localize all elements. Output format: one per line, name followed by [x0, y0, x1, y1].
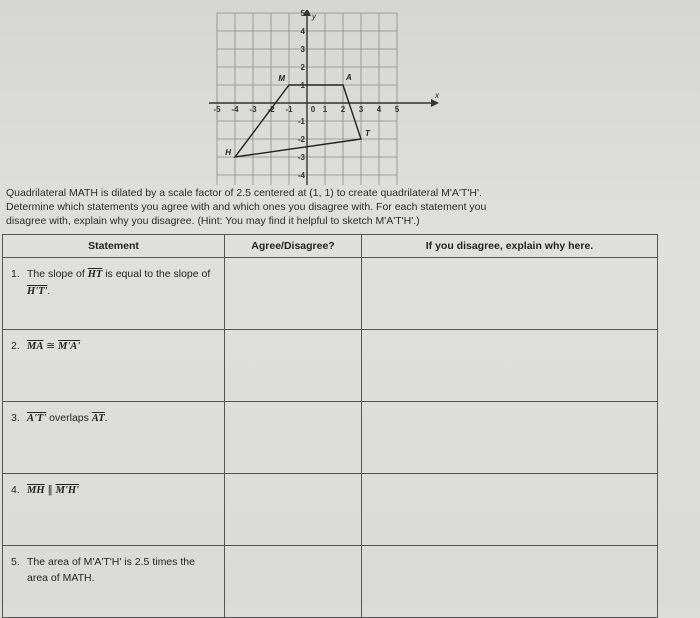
segment-label: M'H' — [55, 485, 79, 496]
explanation-cell[interactable] — [362, 258, 658, 330]
table-row — [3, 402, 658, 474]
x-axis-arrow-icon — [431, 99, 439, 107]
segment-label: A'T' — [27, 413, 47, 424]
graph-svg — [205, 10, 445, 185]
agree-disagree-cell[interactable] — [225, 258, 362, 330]
statement-text — [27, 266, 217, 300]
instructions-line: disagree with, explain why you disagree. (Hint: You may find it helpful to sketch M'A'T'H'.) — [6, 215, 420, 227]
y-tick-label: -1 — [297, 117, 305, 126]
table-row — [3, 474, 658, 546]
table-row — [3, 546, 658, 618]
statement-text — [27, 338, 217, 355]
statement-number: 1. — [11, 268, 20, 280]
statement-number: 2. — [11, 340, 20, 352]
segment-label: M'A' — [57, 341, 81, 352]
statement-text — [27, 410, 217, 427]
header-explanation: If you disagree, explain why here. — [362, 235, 658, 258]
vertex-label-m: M — [278, 74, 285, 83]
agree-disagree-cell[interactable] — [225, 546, 362, 618]
segment-label: $\overline{MH}$ — [27, 485, 45, 496]
table-row — [3, 258, 658, 330]
y-tick-label: 1 — [300, 81, 305, 90]
coordinate-graph — [205, 10, 445, 185]
statement-cell — [3, 258, 225, 330]
y-tick-labels — [298, 10, 306, 185]
explanation-cell[interactable] — [362, 402, 658, 474]
y-tick-label — [298, 184, 306, 185]
statement-cell — [3, 402, 225, 474]
statement-post: . — [47, 285, 51, 297]
statement-text — [27, 482, 217, 499]
x-tick-label: 5 — [394, 105, 400, 114]
x-tick-label: -2 — [267, 105, 275, 114]
x-tick-label: 2 — [340, 105, 346, 114]
y-tick-label: -4 — [297, 171, 305, 180]
table-row — [3, 330, 658, 402]
x-tick-label: 1 — [322, 105, 328, 114]
header-statement: Statement — [3, 235, 225, 258]
y-tick-label: 2 — [300, 63, 305, 72]
vertex-label-t: T — [365, 129, 370, 138]
agree-disagree-cell[interactable] — [225, 402, 362, 474]
statement-mid: ∥ — [44, 484, 56, 496]
agree-disagree-cell[interactable] — [225, 474, 362, 546]
statement-number: 4. — [11, 484, 20, 496]
statement-cell — [3, 474, 225, 546]
header-agree-disagree: Agree/Disagree? — [225, 235, 362, 258]
statement-cell — [3, 546, 225, 618]
statement-pre: The slope of — [27, 268, 88, 280]
explanation-cell[interactable] — [362, 330, 658, 402]
y-tick-label: -3 — [297, 153, 305, 162]
statement-post: . — [104, 412, 108, 424]
table-header-row — [3, 235, 658, 258]
statement-mid: overlaps — [46, 412, 92, 424]
x-tick-label: -1 — [285, 105, 293, 114]
statement-mid: is equal to the slope of — [102, 268, 211, 280]
statements-table — [2, 234, 658, 618]
y-axis-label: y — [312, 12, 316, 21]
explanation-cell[interactable] — [362, 546, 658, 618]
x-tick-label: 4 — [376, 105, 382, 114]
x-tick-label: -3 — [249, 105, 257, 114]
vertex-label-h: H — [225, 148, 231, 157]
x-axis-label: x — [435, 91, 439, 100]
statement-number: 5. — [11, 556, 20, 568]
statement-text — [27, 554, 217, 586]
instructions-line: Determine which statements you agree with and which ones you disagree with. For each statement you — [6, 201, 487, 213]
segment-label: $\overline{MA}$ — [27, 341, 44, 352]
statement-number: 3. — [11, 412, 20, 424]
explanation-cell[interactable] — [362, 474, 658, 546]
instructions — [6, 186, 646, 228]
statement-mid: ≅ — [43, 340, 58, 352]
statement-pre: The area of M'A'T'H' is 2.5 times the area of MATH. — [27, 556, 195, 584]
statement-cell — [3, 330, 225, 402]
x-tick-label: -5 — [213, 105, 221, 114]
agree-disagree-cell[interactable] — [225, 330, 362, 402]
segment-label: $\overline{AT}$ — [91, 413, 105, 424]
vertex-label-a: A — [346, 73, 352, 82]
y-tick-label: 5 — [300, 10, 305, 18]
instructions-line: Quadrilateral MATH is dilated by a scale factor of 2.5 centered at (1, 1) to create quadrilateral M'A'T'H'. — [6, 187, 482, 199]
x-tick-label: 3 — [358, 105, 364, 114]
segment-label: $\overline{HT}$ — [87, 269, 103, 280]
x-tick-label: -4 — [231, 105, 239, 114]
x-tick-label: 0 — [310, 105, 316, 114]
y-tick-label: -2 — [297, 135, 305, 144]
y-tick-label: 3 — [300, 45, 305, 54]
segment-label: H'T' — [27, 286, 48, 297]
y-tick-label: 4 — [300, 27, 305, 36]
